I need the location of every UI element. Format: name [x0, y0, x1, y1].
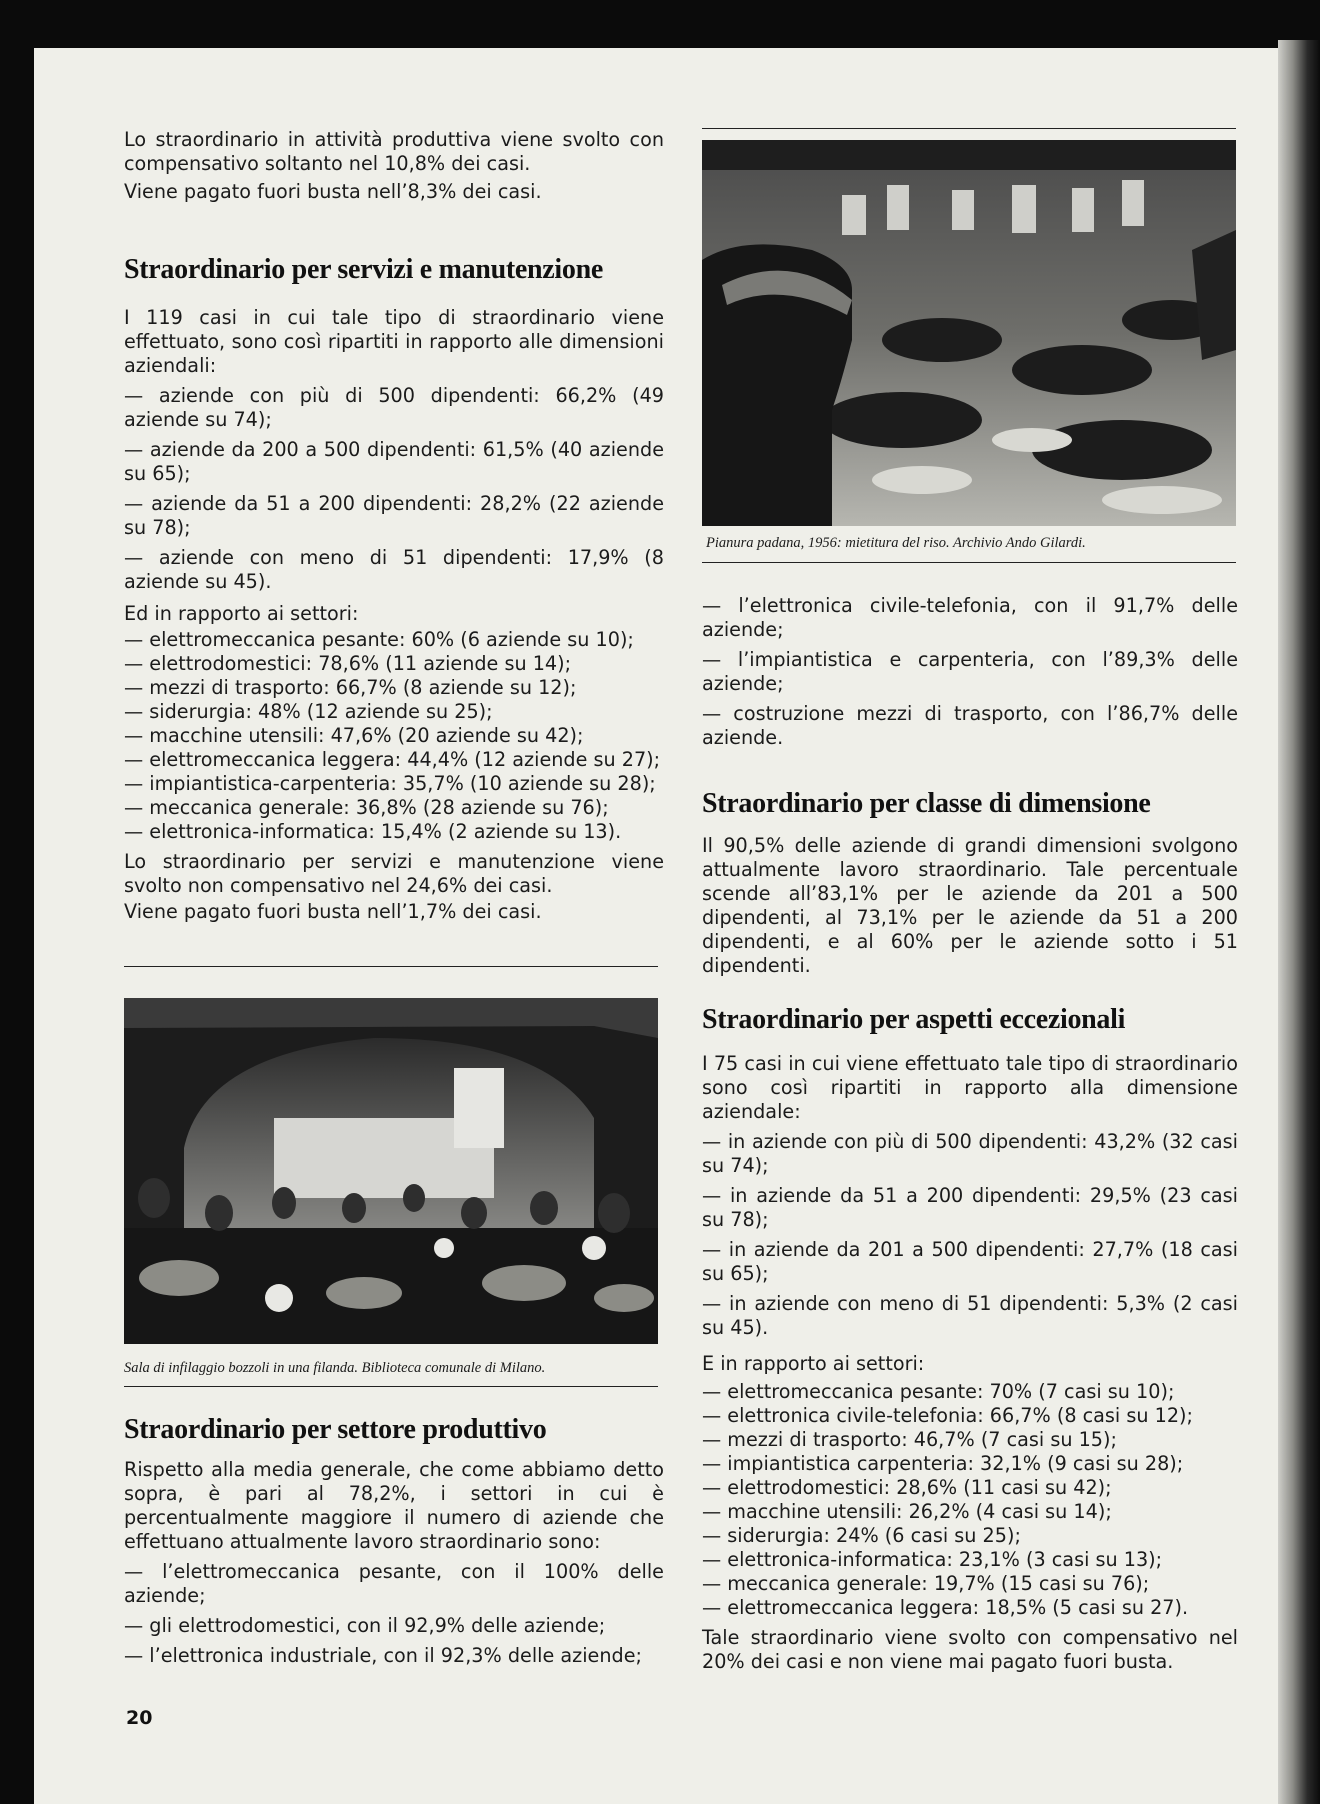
list-item: — aziende da 51 a 200 dipendenti: 28,2% (22 aziende su 78); [124, 492, 664, 539]
list-item: — elettromeccanica leggera: 44,4% (12 aziende su 27); [124, 748, 661, 771]
settore-list-continued [702, 594, 1238, 750]
section-classe-dimensione [702, 788, 1238, 978]
section-aspetti-eccezionali [702, 1004, 1238, 1674]
list-item: — impiantistica carpenteria: 32,1% (9 casi su 28); [702, 1452, 1184, 1475]
list-item: — elettrodomestici: 28,6% (11 casi su 42); [702, 1476, 1112, 1499]
sectors-intro: E in rapporto ai settori: [702, 1352, 925, 1375]
sector-list [702, 1380, 1238, 1620]
list-item: — gli elettrodomestici, con il 92,9% delle aziende; [124, 1614, 606, 1637]
section-title: Straordinario per classe di dimensione [702, 788, 1151, 819]
list-item: — macchine utensili: 47,6% (20 aziende su 42); [124, 724, 584, 747]
list-item: — elettromeccanica leggera: 18,5% (5 casi su 27). [702, 1596, 1189, 1619]
list-item: — elettronica-informatica: 23,1% (3 casi su 13); [702, 1548, 1163, 1571]
list-item: — meccanica generale: 36,8% (28 aziende su 76); [124, 796, 609, 819]
list-item: — l’elettronica civile-telefonia, con il 91,7% delle aziende; [702, 594, 1238, 641]
photo-caption: Sala di infilaggio bozzoli in una filanda. Biblioteca comunale di Milano. [124, 1360, 546, 1376]
page-number: 20 [126, 1707, 153, 1729]
list-item: — meccanica generale: 19,7% (15 casi su 76); [702, 1572, 1150, 1595]
list-item: — elettromeccanica pesante: 70% (7 casi su 10); [702, 1380, 1175, 1403]
list-item: — aziende con più di 500 dipendenti: 66,2% (49 aziende su 74); [124, 384, 664, 431]
list-item: — elettronica-informatica: 15,4% (2 aziende su 13). [124, 820, 622, 843]
divider [124, 1386, 658, 1387]
list-item: — in aziende con più di 500 dipendenti: 43,2% (32 casi su 74); [702, 1130, 1238, 1177]
divider [702, 128, 1236, 129]
section-servizi-manutenzione [124, 254, 664, 924]
sector-list [124, 628, 664, 844]
list-item: — elettrodomestici: 78,6% (11 aziende su 14); [124, 652, 572, 675]
section-intro: I 119 casi in cui tale tipo di straordinario viene effettuato, sono così ripartiti in rapporto alle dimensioni aziendali: [124, 306, 664, 377]
list-item: — l’elettronica industriale, con il 92,3% delle aziende; [124, 1644, 642, 1667]
photo-filanda [124, 998, 658, 1344]
list-item: — aziende con meno di 51 dipendenti: 17,9% (8 aziende su 45). [124, 546, 664, 593]
sectors-intro: Ed in rapporto ai settori: [124, 602, 359, 625]
list-item: — in aziende da 201 a 500 dipendenti: 27,7% (18 casi su 65); [702, 1238, 1238, 1285]
list-item: — siderurgia: 48% (12 aziende su 25); [124, 700, 493, 723]
section-title: Straordinario per aspetti eccezionali [702, 1004, 1126, 1035]
section-title: Straordinario per servizi e manutenzione [124, 254, 603, 285]
list-item: — mezzi di trasporto: 66,7% (8 aziende su 12); [124, 676, 577, 699]
list-item: — elettronica civile-telefonia: 66,7% (8 casi su 12); [702, 1404, 1193, 1427]
list-item: — costruzione mezzi di trasporto, con l’86,7% delle aziende. [702, 702, 1238, 749]
divider [124, 966, 658, 967]
intro-paragraph: Lo straordinario in attività produttiva viene svolto con compensativo soltanto nel 10,8% dei casi. [124, 128, 664, 175]
list-item: — macchine utensili: 26,2% (4 casi su 14); [702, 1500, 1112, 1523]
section-title: Straordinario per settore produttivo [124, 1414, 547, 1445]
list-item: — impiantistica-carpenteria: 35,7% (10 aziende su 28); [124, 772, 656, 795]
list-item: — aziende da 200 a 500 dipendenti: 61,5% (40 aziende su 65); [124, 438, 664, 485]
intro-paragraph: Viene pagato fuori busta nell’8,3% dei casi. [124, 180, 542, 203]
list-item: — mezzi di trasporto: 46,7% (7 casi su 15); [702, 1428, 1117, 1451]
list-item: — l’impiantistica e carpenteria, con l’89,3% delle aziende; [702, 648, 1238, 695]
section-text: Il 90,5% delle aziende di grandi dimensioni svolgono attualmente lavoro straordinario. Tale percentuale scende all’83,1% per le aziende da 201 a 500 dipendenti, al 73,1% per le aziende da 51 a 200 dipendenti, e al 60% per le aziende sotto i 51 dipendenti. [702, 834, 1238, 977]
photo-caption: Pianura padana, 1956: mietitura del riso. Archivio Ando Gilardi. [706, 535, 1086, 551]
page-edge-shadow [1278, 40, 1320, 1804]
divider [702, 562, 1236, 563]
closing-paragraph: Viene pagato fuori busta nell’1,7% dei casi. [124, 900, 542, 923]
section-settore-produttivo [124, 1414, 664, 1668]
section-intro: Rispetto alla media generale, che come abbiamo detto sopra, è pari al 78,2%, i settori in cui è percentualmente maggiore il numero di aziende che effettuano attualmente lavoro straordinario sono: [124, 1458, 664, 1553]
photo-mietitura-riso [702, 140, 1236, 526]
list-item: — siderurgia: 24% (6 casi su 25); [702, 1524, 1021, 1547]
left-intro [124, 128, 664, 204]
list-item: — elettromeccanica pesante: 60% (6 aziende su 10); [124, 628, 634, 651]
closing-paragraph: Tale straordinario viene svolto con compensativo nel 20% dei casi e non viene mai pagato fuori busta. [702, 1626, 1238, 1673]
closing-paragraph: Lo straordinario per servizi e manutenzione viene svolto non compensativo nel 24,6% dei casi. [124, 850, 664, 897]
list-item: — l’elettromeccanica pesante, con il 100% delle aziende; [124, 1560, 664, 1607]
list-item: — in aziende con meno di 51 dipendenti: 5,3% (2 casi su 45). [702, 1292, 1238, 1339]
list-item: — in aziende da 51 a 200 dipendenti: 29,5% (23 casi su 78); [702, 1184, 1238, 1231]
section-intro: I 75 casi in cui viene effettuato tale tipo di straordinario sono così ripartiti in rapporto alla dimensione aziendale: [702, 1052, 1238, 1123]
